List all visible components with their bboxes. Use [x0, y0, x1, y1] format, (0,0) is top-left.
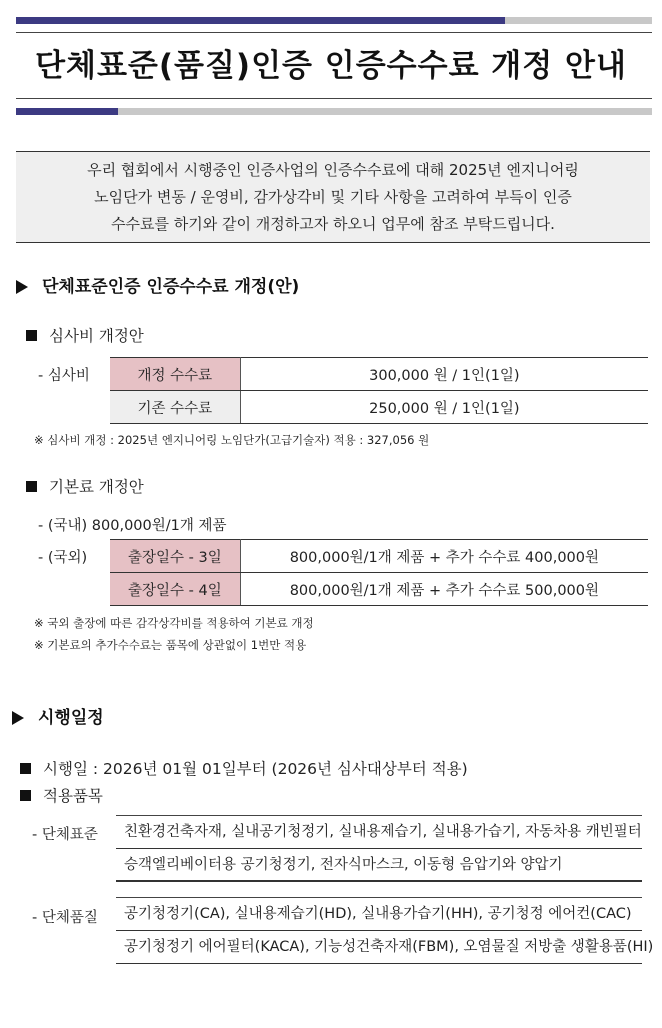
list-item [116, 861, 642, 881]
square-bullet-icon [20, 763, 31, 774]
subheading-base-fee: 기본료 개정안 [26, 475, 144, 497]
page-title: 단체표준(품질)인증 인증수수료 개정 안내 [35, 48, 627, 84]
triangle-bullet-icon [16, 280, 28, 294]
table-cell-value: 800,000원/1개 제품 + 추가 수수료 400,000원 [240, 540, 648, 573]
table-row [110, 540, 648, 573]
square-bullet-icon [26, 330, 37, 341]
base-fee-table [110, 539, 648, 606]
subheading-applicable-items: 적용품목 [20, 784, 103, 806]
standard-items-label: - 단체표준 [32, 827, 98, 843]
base-fee-overseas-label: - (국외) [38, 550, 88, 566]
intro-line: 우리 협회에서 시행중인 인증사업의 인증수수료에 대해 2025년 엔지니어링 [87, 161, 579, 179]
footer-bar-light [118, 108, 652, 115]
section-heading-fee-revision: 단체표준인증 인증수수료 개정(안) [16, 272, 299, 297]
base-fee-domestic: - (국내) 800,000원/1개 제품 [38, 518, 227, 534]
table-row [110, 358, 648, 391]
square-bullet-icon [26, 481, 37, 492]
table-row [110, 391, 648, 424]
section-heading-schedule: 시행일정 [12, 703, 104, 728]
base-fee-note: ※ 국외 출장에 따른 감각상각비를 적용하여 기본료 개정 [34, 616, 314, 630]
list-item: 승객엘리베이터용 공기청정기, 전자식마스크, 이동형 음압기와 양압기 [116, 849, 642, 882]
intro-box [16, 151, 650, 243]
list-item: 친환경건축자재, 실내공기청정기, 실내용제습기, 실내용가습기, 자동차용 캐빈필터 [116, 816, 642, 849]
intro-line: 수수료를 하기와 같이 개정하고자 하오니 업무에 참조 부탁드립니다. [111, 215, 555, 233]
table-cell-value: 800,000원/1개 제품 + 추가 수수료 500,000원 [240, 573, 648, 606]
table-cell-label: 개정 수수료 [110, 358, 240, 391]
quality-items-label: - 단체품질 [32, 910, 98, 926]
triangle-bullet-icon [12, 711, 24, 725]
square-bullet-icon [20, 790, 31, 801]
table-cell-value: 300,000 원 / 1인(1일) [240, 358, 648, 391]
intro-line: 노임단가 변동 / 운영비, 감가상각비 및 기타 사항을 고려하여 부득이 인증 [94, 188, 572, 206]
footer-bar-dark [16, 108, 118, 115]
table-cell-label: 출장일수 - 4일 [110, 573, 240, 606]
list-item: 공기청정기(CA), 실내용제습기(HD), 실내용가습기(HH), 공기청정 에어컨(CAC) [116, 898, 642, 931]
list-item: 공기청정기 에어필터(KACA), 기능성건축자재(FBM), 오염물질 저방출 생활용품(HI) [116, 931, 642, 964]
subheading-audit-fee: 심사비 개정안 [26, 324, 144, 346]
audit-fee-note: ※ 심사비 개정 : 2025년 엔지니어링 노임단가(고급기술자) 적용 : 327,056 원 [34, 433, 430, 447]
audit-fee-label: - 심사비 [38, 368, 90, 384]
header-bar-dark [16, 17, 505, 24]
header-bar-light [505, 17, 652, 24]
table-row [110, 573, 648, 606]
title-top-rule [16, 32, 652, 33]
table-cell-label: 출장일수 - 3일 [110, 540, 240, 573]
title-bottom-rule [16, 98, 652, 99]
table-cell-label: 기존 수수료 [110, 391, 240, 424]
effective-date: 시행일 : 2026년 01월 01일부터 (2026년 심사대상부터 적용) [20, 757, 468, 779]
audit-fee-table [110, 357, 648, 424]
base-fee-note: ※ 기본료의 추가수수료는 품목에 상관없이 1번만 적용 [34, 638, 307, 652]
table-cell-value: 250,000 원 / 1인(1일) [240, 391, 648, 424]
